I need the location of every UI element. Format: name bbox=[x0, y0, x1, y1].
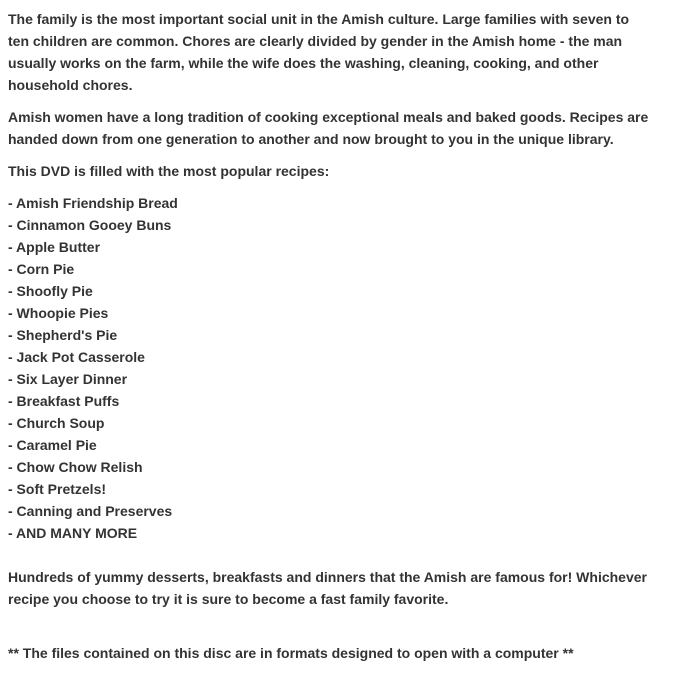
list-item: - Six Layer Dinner bbox=[8, 371, 128, 387]
family-paragraph: The family is the most important social unit in the Amish culture. Large families with seven to ten children are common. Chores are clearly divided by gender in the Amish home - the man usually works on the farm, while the wife does the washing, cleaning, cooking, and other household chores. bbox=[8, 11, 630, 93]
list-item: - Amish Friendship Bread bbox=[8, 195, 178, 211]
list-item: - Caramel Pie bbox=[8, 437, 97, 453]
list-item: - Soft Pretzels! bbox=[8, 481, 107, 497]
list-item: - Breakfast Puffs bbox=[8, 393, 120, 409]
closing-paragraph: Hundreds of yummy desserts, breakfasts and dinners that the Amish are famous for! Whichever recipe you choose to try it is sure to become a fast family favorite. bbox=[8, 569, 647, 607]
spacer bbox=[8, 610, 653, 642]
list-item: - Chow Chow Relish bbox=[8, 459, 143, 475]
disc-note: ** The files contained on this disc are in formats designed to open with a computer ** bbox=[8, 645, 574, 661]
list-item: - Shepherd's Pie bbox=[8, 327, 118, 343]
list-item: - Jack Pot Casserole bbox=[8, 349, 145, 365]
list-item: - Whoopie Pies bbox=[8, 305, 109, 321]
list-item: - Apple Butter bbox=[8, 239, 101, 255]
list-item: - Corn Pie bbox=[8, 261, 75, 277]
list-item: - Canning and Preserves bbox=[8, 503, 173, 519]
recipe-list bbox=[8, 192, 653, 544]
intro-paragraph: This DVD is filled with the most popular recipes: bbox=[8, 163, 330, 179]
spacer bbox=[8, 544, 653, 566]
list-item: - Shoofly Pie bbox=[8, 283, 93, 299]
list-item: - Church Soup bbox=[8, 415, 105, 431]
list-item: - Cinnamon Gooey Buns bbox=[8, 217, 172, 233]
tradition-paragraph: Amish women have a long tradition of cooking exceptional meals and baked goods. Recipes are handed down from one generation to another and now brought to you in the unique library. bbox=[8, 109, 649, 147]
list-item: - AND MANY MORE bbox=[8, 525, 138, 541]
